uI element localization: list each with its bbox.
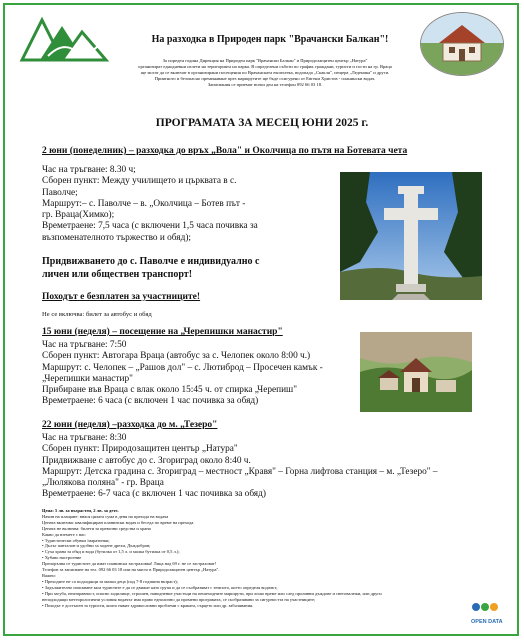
fine-print-line: Цена: 5 лв. за възрастен, 2 лв. за дете.: [42, 508, 119, 513]
page-title: На разходка в Природен парк "Врачански Балкан"!: [151, 34, 389, 45]
event3-line: Маршрут: Детска градина с. Згориград – местност „Кравя" – Горна лифтова станция – м. „Тезеро" –: [42, 466, 438, 477]
event2-line: Час на тръгване: 7:50: [42, 340, 127, 350]
event1-line: Сборен пункт: Между училището и църквата в с.: [42, 176, 237, 187]
fine-print-line: • Хубаво настроение: [42, 555, 82, 561]
fine-print-line: Цената не включва: билети за превозни средства и храна: [42, 525, 151, 531]
fine-print-line: • Преходите не са подходящи за малки деца (под 7-8 годишна възраст);: [42, 578, 178, 584]
monastery-photo: [360, 332, 472, 412]
event2-line: Прибиране във Враца с влак около 15:45 ч. от спирка „Черепиш": [42, 385, 297, 396]
fine-print-line: • Задължително изискване към туристите е да се движат като група и да се съобразяват с темпото, което определя водачът;: [42, 584, 278, 590]
intro-line: За пореден година Дирекция на Природен парк "Врачански Балкан" и Природозащитен център „Натура": [162, 58, 368, 63]
event2-line: Маршрут: с. Челопек – „Рашов дол" – с. Лютиброд – Просечен камък -: [42, 362, 323, 373]
open-data-label: OPEN DATA: [471, 619, 503, 625]
intro-line: Приятното и безопасно преминаване през маршрутите ще бъде осигурено от Евгени Христов - планински водач.: [154, 76, 376, 81]
event2-line: „Черепишки манастир": [42, 373, 133, 384]
event1-line: Маршрут:– с. Паволче – в. „Околчица – Ботев път -: [42, 198, 246, 209]
fine-print-line: • Дълъг панталон и удобни за ходене дрехи, Дъждобран;: [42, 543, 151, 549]
event3-line: „Люляковa поляна" - гр. Враца: [42, 478, 164, 489]
intro-text: [70, 58, 460, 88]
event2-line: Сборен пункт: Автогара Враца (автобус за с. Челопек около 8:00 ч.): [42, 351, 311, 362]
fine-print-line: неподходящи метеорологични условия водачът има право еднолично да промени програмата, се съобразявани за сигурността на участниците;: [42, 596, 316, 602]
event2-line: Времетраене: 6 часа (с включен 1 час почивка за обяд): [42, 396, 259, 407]
open-data-logo: [471, 600, 505, 624]
fine-print-line: Начин на плащане: внася цялата сума в деня на прехода на водача: [42, 513, 169, 519]
fine-print-line: • Туристически обувки /маратонки;: [42, 537, 110, 543]
fine-print: [42, 508, 467, 608]
event3-line: Времетраене: 6-7 часа (с включен 1 час почивка за обяд): [42, 489, 266, 500]
event1-line: Час на тръгване: 8.30 ч;: [42, 165, 136, 175]
open-data-icon: [471, 600, 505, 614]
event3-heading: 22 юни (неделя) –разходка до м. „Тезеро": [42, 420, 218, 430]
fine-print-line: Важно:: [42, 572, 57, 578]
event2-details: [42, 340, 372, 408]
intro-line: организират еднодневни излети на територията на парка. В определени съботи по график граждани, туристи и гости на гр. Враца: [138, 64, 392, 69]
fine-print-line: Препоръчва се туристите да имат планинска застраховка! Лица над 69 г. не се застраховат!: [42, 561, 217, 567]
fine-print-line: Цената включва: квалифициран планински водач и беседа по време на прехода.: [42, 519, 195, 525]
event3-line: Сборен пункт: Природозащитен център „Натура": [42, 444, 238, 455]
program-title: ПРОГРАМАТА ЗА МЕСЕЦ ЮНИ 2025 г.: [155, 117, 369, 129]
fine-print-line: • При загуба, неизправност, опасно ходилище, строшен, наводнение участъци на пешеходните маршрути, при лошо време или след проливни дъждове и снеговалежи, или други: [42, 590, 382, 596]
intro-line: Записвания се приемат всеки ден на телефон 092 66 03 18.: [207, 82, 323, 87]
event1-free-note: Походът е безплатен за участниците!: [42, 292, 201, 302]
event3-line: Придвижване с автобус до с. Згориград около 8:40 ч.: [42, 455, 251, 466]
cross-monument-photo: [340, 172, 482, 300]
fine-print-line: • Походът е достъпен за туристи, които нямат здравословни проблеми с краката, сърцето или др. заболявания.: [42, 602, 254, 608]
event1-transport-note: [42, 256, 332, 281]
event1-note-line: личен или обществен транспорт!: [42, 268, 193, 280]
park-logo: [18, 16, 110, 62]
event3-details: [42, 433, 512, 501]
event2-heading: 15 юни (неделя) – посещение на „Черепишки манастир": [42, 327, 283, 337]
event1-details: [42, 165, 342, 244]
event1-note-line: Придвижването до с. Паволче е индивидуално с: [42, 256, 260, 267]
event1-excluded: Не се включва: билет за автобус и обяд: [42, 311, 152, 318]
fine-print-line: Телефон за записване на тел. 092 66 03 18 или на място в Природозащитен център „Натура".: [42, 567, 220, 573]
event1-heading: 2 юни (понеделник) – разходка до връх „Вола" и Околчица по пътя на Ботевата чета: [42, 146, 408, 156]
fine-print-line: Какво да вземете с вас:: [42, 531, 87, 537]
intro-line: ще могат да се включат в организирани посещения по Врачанската екопътека, водопада „Скакля", пещера „Леденика" и други.: [140, 70, 390, 75]
event3-line: Час на тръгване: 8:30: [42, 433, 127, 443]
fine-print-line: • Суха храна за обяд и вода (бутилка от 1,5 л. и малка бутилка от 0,5 л.);: [42, 549, 180, 555]
event1-line: гр. Враца(Химко);: [42, 210, 115, 221]
event1-line: възпоменателното тържество и обяд);: [42, 232, 191, 243]
event1-line: Паволче;: [42, 187, 78, 198]
event1-line: Времетраене: 7,5 часа (с включени 1,5 часа почивка за: [42, 221, 258, 232]
